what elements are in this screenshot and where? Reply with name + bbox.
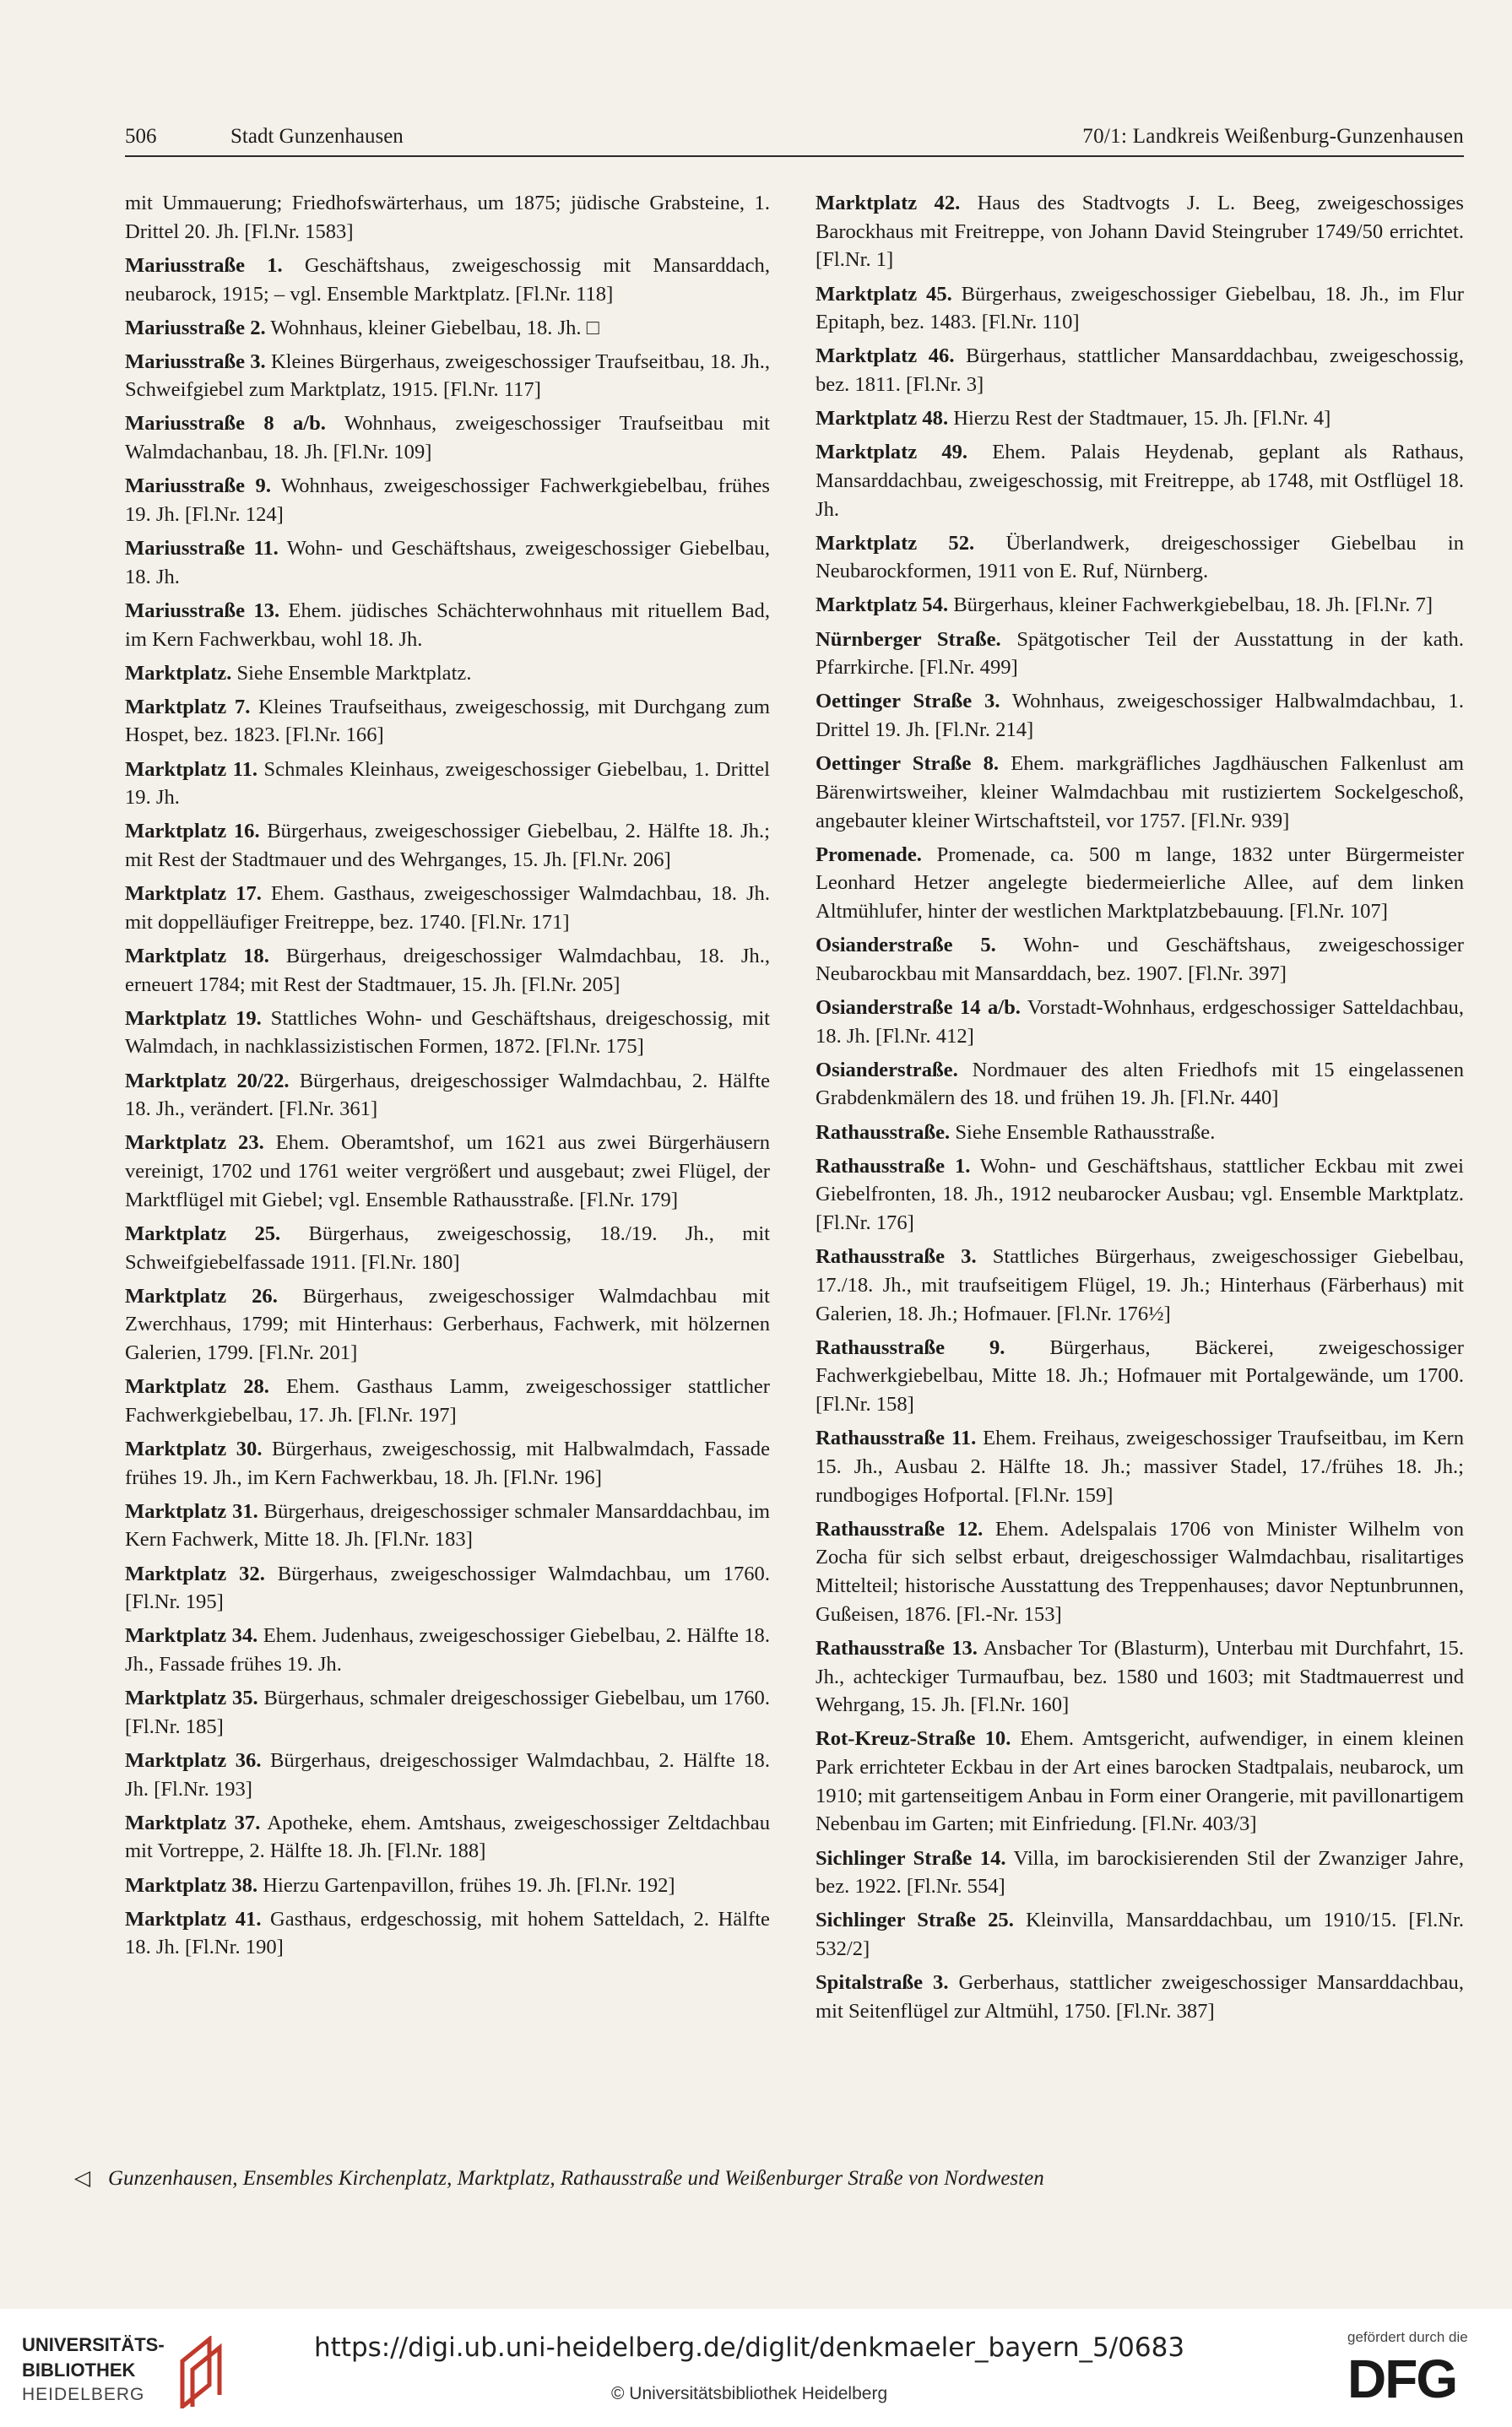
entry-address: Marktplatz 52. <box>816 531 975 555</box>
permalink-url[interactable]: https://digi.ub.uni-heidelberg.de/diglit/denkmaeler_bayern_5/0683 <box>314 2332 1185 2363</box>
entry-description: Ehem. Adelspalais 1706 von Minister Wilhelm von Zocha für sich selbst erbaut, dreigeschossiger Walmdachbau, risalitartiges Mittelteil; historische Ausstattung des Treppenhauses; davor Neptunbrunnen, Gußeisen, 1876. [Fl.-Nr. 153] <box>816 1517 1464 1626</box>
register-entry <box>125 1005 770 1061</box>
entry-address: Marktplatz 41. <box>125 1907 262 1931</box>
register-entry <box>816 529 1464 586</box>
register-entry <box>816 1243 1464 1328</box>
entry-description: Ehem. Judenhaus, zweigeschossiger Giebelbau, 2. Hälfte 18. Jh., Fassade frühes 19. Jh. <box>125 1624 770 1677</box>
entry-address: Rathausstraße. <box>816 1120 951 1144</box>
header-right-title: 70/1: Landkreis Weißenburg-Gunzenhausen <box>1082 125 1464 148</box>
entry-description: Bürgerhaus, zweigeschossig, 18./19. Jh., mit Schweifgiebelfassade 1911. [Fl.Nr. 180] <box>125 1222 770 1274</box>
library-name-line-3: HEIDELBERG <box>22 2385 145 2404</box>
copyright-notice: © Universitätsbibliothek Heidelberg <box>611 2384 888 2403</box>
dfg-wordmark: DFG <box>1347 2348 1457 2409</box>
entry-description: Bürgerhaus, zweigeschossig, mit Halbwalmdach, Fassade frühes 19. Jh., im Kern Fachwerkbau, 18. Jh. [Fl.Nr. 196] <box>125 1437 770 1489</box>
library-emblem-icon <box>176 2336 226 2408</box>
register-entry <box>125 817 770 874</box>
register-entry <box>125 1622 770 1678</box>
register-entry <box>816 1725 1464 1839</box>
entry-address: Marktplatz 45. <box>816 282 952 306</box>
entry-address: Osianderstraße 14 a/b. <box>816 995 1021 1019</box>
entry-address: Sichlinger Straße 25. <box>816 1909 1014 1932</box>
entry-description: Bürgerhaus, zweigeschossiger Walmdachbau mit Zwerchhaus, 1799; mit Hinterhaus: Gerberhaus, Fachwerk, mit hölzernen Galerien, 1799. [Fl.Nr. 201] <box>125 1284 770 1365</box>
register-entry <box>816 342 1464 398</box>
entry-description: Wohnhaus, kleiner Giebelbau, 18. Jh. □ <box>265 316 599 339</box>
register-entry <box>125 1872 770 1900</box>
entry-description: Ehem. markgräfliches Jagdhäuschen Falkenlust am Bärenwirtsweiher, kleiner Walmdachbau mit rustiziertem Sockelgeschoß, angebauter kleiner Wirtschaftsteil, vor 1757. [Fl.Nr. 939] <box>816 752 1464 832</box>
register-entry <box>125 472 770 528</box>
register-entry <box>125 1747 770 1803</box>
entry-description: Bürgerhaus, dreigeschossiger schmaler Mansarddachbau, im Kern Fachwerk, Mitte 18. Jh. [Fl.Nr. 183] <box>125 1499 770 1552</box>
entry-address: Marktplatz 42. <box>816 192 961 214</box>
register-entry <box>125 1435 770 1492</box>
register-entry <box>125 1905 770 1962</box>
entry-address: Mariusstraße 3. <box>125 349 266 373</box>
entry-address: Marktplatz 17. <box>125 882 262 906</box>
entry-address: Marktplatz 30. <box>125 1437 263 1460</box>
register-entry <box>125 1498 770 1554</box>
entry-description: Bürgerhaus, kleiner Fachwerkgiebelbau, 18. Jh. [Fl.Nr. 7] <box>948 593 1433 617</box>
entry-address: Marktplatz 34. <box>125 1624 258 1648</box>
register-entry <box>125 189 770 246</box>
figure-caption <box>74 2165 1459 2191</box>
entry-description: Schmales Kleinhaus, zweigeschossiger Giebelbau, 1. Drittel 19. Jh. <box>125 757 771 810</box>
library-name-line-2: BIBLIOTHEK <box>22 2359 136 2381</box>
entry-description: Überlandwerk, dreigeschossiger Giebelbau in Neubarockformen, 1911 von E. Ruf, Nürnberg. <box>816 531 1465 583</box>
entry-description: Stattliches Bürgerhaus, zweigeschossiger Giebelbau, 17./18. Jh., mit traufseitigem Flügel, 19. Jh.; Hinterhaus (Färberhaus) mit Galerien, 18. Jh.; Hofmauer. [Fl.Nr. 176½] <box>816 1245 1464 1325</box>
entry-description: Hierzu Gartenpavillon, frühes 19. Jh. [Fl.Nr. 192] <box>257 1873 675 1897</box>
entry-address: Marktplatz 25. <box>125 1222 281 1245</box>
funder-note: gefördert durch die <box>1347 2329 1468 2345</box>
entry-address: Oettinger Straße 8. <box>816 752 1000 776</box>
register-entry <box>125 597 770 653</box>
entry-address: Mariusstraße 11. <box>125 537 279 561</box>
page-number: 506 <box>125 125 157 148</box>
register-entry <box>125 880 770 936</box>
entry-address: Marktplatz 23. <box>125 1131 264 1155</box>
register-entry <box>125 1282 770 1368</box>
register-entry <box>816 438 1464 523</box>
library-name-line-1: UNIVERSITÄTS- <box>22 2334 165 2355</box>
register-entry <box>816 1845 1464 1901</box>
entry-address: Rathausstraße 13. <box>816 1636 978 1660</box>
register-entry <box>816 931 1464 988</box>
register-entry <box>816 1424 1464 1509</box>
entry-address: Rathausstraße 9. <box>816 1335 1005 1359</box>
register-entry <box>816 1906 1464 1963</box>
entry-description: Wohn- und Geschäftshaus, zweigeschossiger Neubarockbau mit Mansarddach, bez. 1907. [Fl.Nr. 397] <box>816 934 1464 985</box>
entry-address: Marktplatz 20/22. <box>125 1069 290 1092</box>
entry-address: Marktplatz 19. <box>125 1006 262 1030</box>
entry-address: Marktplatz 49. <box>816 441 968 464</box>
header-left-title: Stadt Gunzenhausen <box>230 125 404 148</box>
header-rule <box>125 155 1464 157</box>
entry-address: Marktplatz 16. <box>125 820 260 843</box>
register-entry <box>816 189 1464 274</box>
register-entry <box>816 1515 1464 1629</box>
entry-description: Bürgerhaus, schmaler dreigeschossiger Giebelbau, um 1760. [Fl.Nr. 185] <box>125 1687 770 1738</box>
entry-address: Rathausstraße 1. <box>816 1154 971 1178</box>
entry-address: Rot-Kreuz-Straße 10. <box>816 1727 1011 1751</box>
register-entry <box>816 1634 1464 1720</box>
entry-description: Bürgerhaus, dreigeschossiger Walmdachbau, 18. Jh., erneuert 1784; mit Rest der Stadtmauer, 15. Jh. [Fl.Nr. 205] <box>125 944 770 996</box>
entry-description: Wohnhaus, zweigeschossiger Halbwalmdachbau, 1. Drittel 19. Jh. [Fl.Nr. 214] <box>816 690 1464 742</box>
entry-description: Siehe Ensemble Marktplatz. <box>231 661 472 685</box>
register-entry <box>125 348 770 404</box>
left-column <box>125 189 770 1967</box>
register-entry <box>125 659 770 688</box>
entry-address: Rathausstraße 3. <box>816 1245 977 1269</box>
entry-address: Mariusstraße 13. <box>125 599 280 622</box>
register-entry <box>125 1220 770 1276</box>
register-entry <box>816 994 1464 1050</box>
entry-description: Wohn- und Geschäftshaus, zweigeschossiger Giebelbau, 18. Jh. <box>125 537 770 588</box>
entry-description: mit Ummauerung; Friedhofswärterhaus, um 1875; jüdische Grabsteine, 1. Drittel 20. Jh. [Fl.Nr. 1583] <box>125 192 770 243</box>
digitization-footer <box>0 2309 1512 2427</box>
entry-description: Haus des Stadtvogts J. L. Beeg, zweigeschossiges Barockhaus mit Freitreppe, von Johann David Steingruber 1749/50 errichtet. [Fl.Nr. 1] <box>816 192 1464 272</box>
entry-address: Marktplatz 11. <box>125 757 258 781</box>
entry-description: Ehem. Gasthaus Lamm, zweigeschossiger stattlicher Fachwerkgiebelbau, 17. Jh. [Fl.Nr. 197] <box>125 1375 770 1427</box>
entry-address: Marktplatz 28. <box>125 1375 269 1399</box>
entry-description: Wohn- und Geschäftshaus, stattlicher Eckbau mit zwei Giebelfronten, 18. Jh., 1912 neubarocker Ausbau; vgl. Ensemble Marktplatz. [Fl.Nr. 176] <box>816 1154 1464 1235</box>
entry-description: Ehem. Gasthaus, zweigeschossiger Walmdachbau, 18. Jh. mit doppelläufiger Freitreppe, bez. 1740. [Fl.Nr. 171] <box>125 882 770 934</box>
caption-text: Gunzenhausen, Ensembles Kirchenplatz, Marktplatz, Rathausstraße und Weißenburger Straße von Nordwesten <box>108 2167 1044 2190</box>
entry-description: Ehem. Palais Heydenab, geplant als Rathaus, Mansarddachbau, zweigeschossig, mit Freitreppe, ab 1748, mit Ostflügel 18. Jh. <box>816 441 1464 521</box>
register-entry <box>816 1119 1464 1147</box>
entry-address: Oettinger Straße 3. <box>816 690 1000 713</box>
entry-address: Mariusstraße 1. <box>125 253 283 277</box>
entry-address: Promenade. <box>816 842 922 866</box>
dfg-logo[interactable] <box>1347 2329 1491 2413</box>
entry-description: Geschäftshaus, zweigeschossig mit Mansarddach, neubarock, 1915; – vgl. Ensemble Marktplatz. [Fl.Nr. 118] <box>125 253 770 306</box>
entry-description: Bürgerhaus, zweigeschossiger Giebelbau, 2. Hälfte 18. Jh.; mit Rest der Stadtmauer und des Wehrganges, 15. Jh. [Fl.Nr. 206] <box>125 820 770 872</box>
register-entry <box>816 1969 1464 2025</box>
entry-description: Bürgerhaus, stattlicher Mansarddachbau, zweigeschossig, bez. 1811. [Fl.Nr. 3] <box>816 344 1464 396</box>
register-entry <box>125 942 770 999</box>
entry-description: Vorstadt-Wohnhaus, erdgeschossiger Satteldachbau, 18. Jh. [Fl.Nr. 412] <box>816 995 1465 1048</box>
register-entry <box>125 693 770 750</box>
entry-description: Kleines Traufseithaus, zweigeschossig, mit Durchgang zum Hospet, bez. 1823. [Fl.Nr. 166] <box>125 695 770 747</box>
register-entry <box>816 404 1464 433</box>
register-entry <box>816 1152 1464 1238</box>
entry-address: Marktplatz 48. <box>816 407 949 431</box>
entry-address: Marktplatz 37. <box>125 1811 261 1834</box>
entry-description: Ehem. Oberamtshof, um 1621 aus zwei Bürgerhäusern vereinigt, 1702 und 1761 weiter vergrößert und ausgebaut; zwei Flügel, der Marktflügel mit Giebel; vgl. Ensemble Rathausstraße. [Fl.Nr. 179] <box>125 1131 770 1211</box>
entry-description: Ehem. jüdisches Schächterwohnhaus mit rituellem Bad, im Kern Fachwerkbau, wohl 18. Jh. <box>125 599 771 651</box>
entry-description: Villa, im barockisierenden Stil der Zwanziger Jahre, bez. 1922. [Fl.Nr. 554] <box>816 1846 1464 1899</box>
library-logo[interactable] <box>22 2334 267 2410</box>
entry-description: Siehe Ensemble Rathausstraße. <box>950 1120 1216 1144</box>
entry-description: Nordmauer des alten Friedhofs mit 15 eingelassenen Grabdenkmälern des 18. und frühen 19. Jh. [Fl.Nr. 440] <box>816 1058 1464 1110</box>
entry-description: Gerberhaus, stattlicher zweigeschossiger Mansarddachbau, mit Seitenflügel zur Altmühl, 1750. [Fl.Nr. 387] <box>816 1971 1465 2023</box>
register-entry <box>125 1560 770 1617</box>
entry-address: Nürnberger Straße. <box>816 627 1001 651</box>
entry-description: Gasthaus, erdgeschossig, mit hohem Satteldach, 2. Hälfte 18. Jh. [Fl.Nr. 190] <box>125 1907 770 1959</box>
entry-address: Marktplatz 38. <box>125 1873 258 1897</box>
entry-address: Spitalstraße 3. <box>816 1971 949 1995</box>
entry-description: Stattliches Wohn- und Geschäftshaus, dreigeschossig, mit Walmdach, in nachklassizistischen Formen, 1872. [Fl.Nr. 175] <box>125 1006 770 1059</box>
register-entry <box>125 314 770 343</box>
entry-address: Rathausstraße 12. <box>816 1517 984 1541</box>
entry-address: Marktplatz 35. <box>125 1687 258 1710</box>
register-entry <box>816 626 1464 682</box>
entry-address: Marktplatz. <box>125 661 232 685</box>
entry-address: Osianderstraße. <box>816 1058 958 1081</box>
register-entry <box>125 252 770 308</box>
entry-address: Osianderstraße 5. <box>816 934 996 957</box>
register-entry <box>816 687 1464 744</box>
entry-description: Bürgerhaus, zweigeschossiger Walmdachbau, um 1760. [Fl.Nr. 195] <box>125 1562 770 1614</box>
entry-address: Marktplatz 31. <box>125 1499 258 1523</box>
entry-address: Mariusstraße 8 a/b. <box>125 412 326 436</box>
register-entry <box>816 280 1464 337</box>
entry-description: Bürgerhaus, dreigeschossiger Walmdachbau, 2. Hälfte 18. Jh., verändert. [Fl.Nr. 361] <box>125 1069 770 1121</box>
register-entry <box>125 1129 770 1214</box>
right-column <box>816 189 1464 2031</box>
entry-description: Wohnhaus, zweigeschossiger Traufseitbau mit Walmdachanbau, 18. Jh. [Fl.Nr. 109] <box>125 412 771 464</box>
register-entry <box>816 1056 1464 1113</box>
register-entry <box>125 534 770 591</box>
entry-address: Marktplatz 36. <box>125 1748 262 1772</box>
entry-address: Marktplatz 18. <box>125 944 269 967</box>
register-entry <box>816 750 1464 835</box>
entry-address: Mariusstraße 2. <box>125 316 266 339</box>
entry-description: Spätgotischer Teil der Ausstattung in der kath. Pfarrkirche. [Fl.Nr. 499] <box>816 627 1464 680</box>
entry-address: Marktplatz 54. <box>816 593 949 617</box>
entry-address: Sichlinger Straße 14. <box>816 1846 1006 1870</box>
entry-address: Marktplatz 7. <box>125 695 251 718</box>
entry-description: Kleines Bürgerhaus, zweigeschossiger Traufseitbau, 18. Jh., Schweifgiebel zum Marktplatz, 1915. [Fl.Nr. 117] <box>125 349 770 402</box>
entry-description: Bürgerhaus, Bäckerei, zweigeschossiger Fachwerkgiebelbau, Mitte 18. Jh.; Hofmauer mit Portalgewände, um 1700. [Fl.Nr. 158] <box>816 1335 1464 1417</box>
entry-address: Marktplatz 26. <box>125 1284 278 1308</box>
entry-description: Ansbacher Tor (Blasturm), Unterbau mit Durchfahrt, 15. Jh., achteckiger Turmaufbau, bez. 1580 und 1603; mit Stadtmauerrest und Wehrgang, 15. Jh. [Fl.Nr. 160] <box>816 1636 1465 1717</box>
register-entry <box>816 591 1464 620</box>
entry-description: Promenade, ca. 500 m lange, 1832 unter Bürgermeister Leonhard Hetzer angelegte biedermeierliche Allee, auf dem linken Altmühlufer, hinter der westlichen Marktplatzbebauung. [Fl.Nr. 107] <box>816 842 1464 924</box>
register-entry <box>125 1067 770 1124</box>
entry-description: Hierzu Rest der Stadtmauer, 15. Jh. [Fl.Nr. 4] <box>948 407 1331 431</box>
register-entry <box>125 756 770 812</box>
entry-description: Bürgerhaus, dreigeschossiger Walmdachbau, 2. Hälfte 18. Jh. [Fl.Nr. 193] <box>125 1748 770 1801</box>
register-entry <box>125 1373 770 1429</box>
register-entry <box>816 841 1464 926</box>
entry-address: Marktplatz 32. <box>125 1562 265 1585</box>
caption-marker-icon: ◁ <box>74 2167 91 2190</box>
entry-description: Apotheke, ehem. Amtshaus, zweigeschossiger Zeltdachbau mit Vortreppe, 2. Hälfte 18. Jh. [Fl.Nr. 188] <box>125 1811 770 1863</box>
entry-address: Rathausstraße 11. <box>816 1427 977 1450</box>
entry-description: Bürgerhaus, zweigeschossiger Giebelbau, 18. Jh., im Flur Epitaph, bez. 1483. [Fl.Nr. 110] <box>816 282 1464 334</box>
entry-description: Ehem. Amtsgericht, aufwendiger, in einem kleinen Park errichteter Eckbau in der Art eines barocken Stadtpalais, neubarock, um 1910; mit gartenseitigem Anbau in Form einer Orangerie, mit pavillonartigem Nebenbau im Garten; mit Einfriedung. [Fl.Nr. 403/3] <box>816 1727 1464 1836</box>
register-entry <box>125 409 770 466</box>
entry-address: Mariusstraße 9. <box>125 474 271 498</box>
entry-description: Wohnhaus, zweigeschossiger Fachwerkgiebelbau, frühes 19. Jh. [Fl.Nr. 124] <box>125 474 770 526</box>
register-entry <box>816 1334 1464 1419</box>
entry-description: Ehem. Freihaus, zweigeschossiger Traufseitbau, im Kern 15. Jh., Ausbau 2. Hälfte 18. Jh.; massiver Stadel, 17./frühes 18. Jh.; rundbogiges Hofportal. [Fl.Nr. 159] <box>816 1427 1464 1507</box>
entry-address: Marktplatz 46. <box>816 344 955 368</box>
register-entry <box>125 1684 770 1741</box>
register-entry <box>125 1809 770 1866</box>
running-header <box>125 125 1464 155</box>
entry-description: Kleinvilla, Mansarddachbau, um 1910/15. [Fl.Nr. 532/2] <box>816 1909 1464 1961</box>
